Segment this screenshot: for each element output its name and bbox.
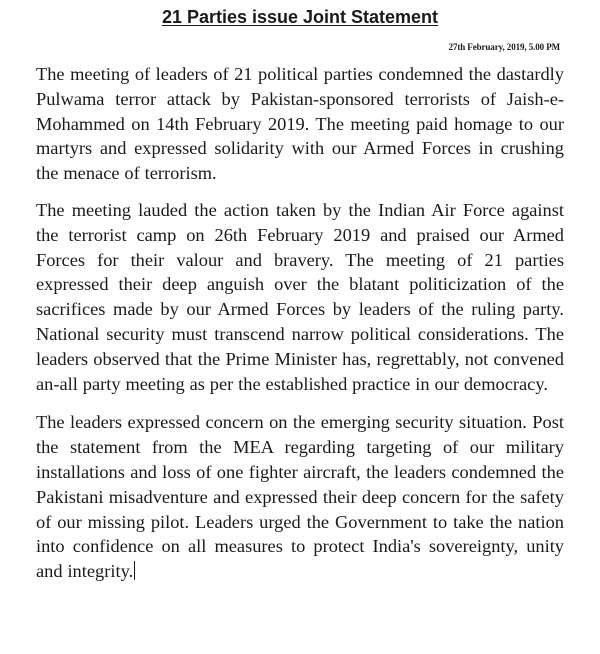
statement-paragraph-3 <box>36 410 564 584</box>
statement-paragraph-3-text: The leaders expressed concern on the emerging security situation. Post the statement from the MEA regarding targeting of our military installations and loss of one fighter aircraft, the leaders condemned the Pakistani misadventure and expressed their deep concern for the safety of our missing pilot. Leaders urged the Government to take the nation into confidence on all measures to protect India's sovereignty, unity and integrity. <box>36 412 564 582</box>
document-dateline: 27th February, 2019, 5.00 PM <box>448 42 560 52</box>
text-cursor <box>134 561 135 580</box>
document-title: 21 Parties issue Joint Statement <box>161 7 439 27</box>
statement-paragraph-2: The meeting lauded the action taken by the Indian Air Force against the terrorist camp on 26th February 2019 and praised our Armed Forces for their valour and bravery. The meeting of 21 parties expressed their deep anguish over the blatant politicization of the sacrifices made by our Armed Forces by leaders of the ruling party. National security must transcend narrow political considerations. The leaders observed that the Prime Minister has, regrettably, not convened an-all party meeting as per the established practice in our democracy. <box>36 199 564 394</box>
statement-paragraph-1: The meeting of leaders of 21 political parties condemned the dastardly Pulwama terror attack by Pakistan-sponsored terrorists of Jaish-e-Mohammed on 14th February 2019. The meeting paid homage to our martyrs and expressed solidarity with our Armed Forces in crushing the menace of terrorism. <box>36 64 564 184</box>
